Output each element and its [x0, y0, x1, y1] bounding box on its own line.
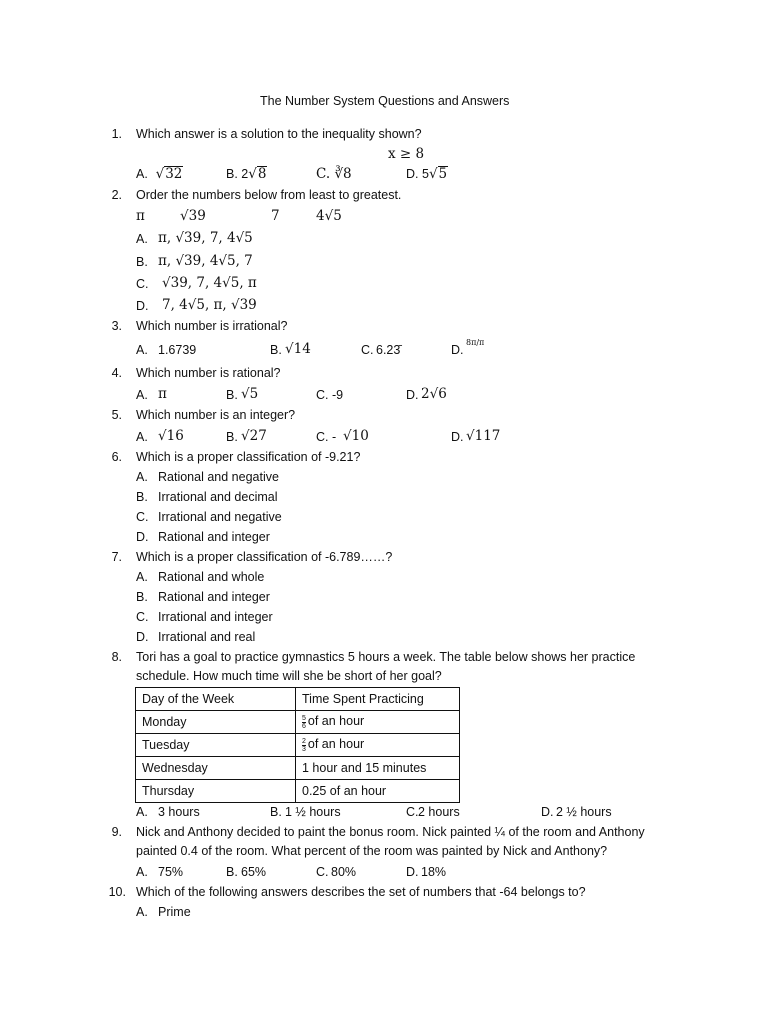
q5-option-c-letter: C. - — [316, 430, 337, 444]
q5-option-d-value: √117 — [466, 428, 501, 444]
question-8-text: Tori has a goal to practice gymnastics 5 hours a week. The table below shows her practice — [136, 650, 636, 664]
question-3-text: Which number is irrational? — [136, 319, 288, 333]
q3-option-c-letter: C. — [361, 343, 374, 357]
question-5-text: Which number is an integer? — [136, 408, 296, 422]
q8-option-b-value: 1 ½ hours — [285, 805, 341, 819]
question-8-number: 8. — [111, 650, 122, 664]
question-9-number: 9. — [111, 825, 122, 839]
q2-option-c-value: √39, 7, 4√5, π — [162, 275, 257, 291]
table-cell-time-text: of an hour — [307, 714, 365, 729]
q4-option-d-value: 2√6 — [421, 386, 447, 402]
table-cell-time — [296, 711, 460, 734]
table-cell-day: Wednesday — [136, 757, 296, 780]
question-9-text-line2: painted 0.4 of the room. What percent of the room was painted by Nick and Anthony? — [136, 844, 608, 858]
question-5-number: 5. — [111, 408, 122, 422]
q9-option-d-value: 18% — [421, 865, 447, 879]
q5-option-d-letter: D. — [451, 430, 464, 444]
q4-option-c-letter: C. — [316, 388, 329, 402]
question-1-text: Which answer is a solution to the inequality shown? — [136, 127, 422, 141]
q5-option-a-value: √16 — [158, 428, 184, 444]
q3-option-c-value: 6.23̄ — [376, 343, 401, 357]
q2-item-seven: 7 — [271, 208, 280, 224]
q9-option-b-letter: B. — [226, 865, 238, 879]
q6-option-c-letter: C. — [136, 510, 149, 524]
table-cell-day: Monday — [136, 711, 296, 734]
table-cell-time: 0.25 of an hour — [296, 780, 460, 803]
q1-option-a-value: 32 — [165, 166, 183, 182]
question-4-number: 4. — [111, 366, 122, 380]
q5-option-b-value: √27 — [241, 428, 267, 444]
q10-option-a-value: Prime — [158, 905, 191, 919]
q2-option-a-value: π, √39, 7, 4√5 — [158, 230, 253, 246]
q6-option-b-letter: B. — [136, 490, 148, 504]
q3-option-d-value: 8π/π — [466, 338, 485, 347]
question-1-inequality: x ≥ 8 — [388, 146, 425, 162]
q4-option-d-letter: D. — [406, 388, 419, 402]
q8-option-a-letter: A. — [136, 805, 148, 819]
q1-option-b-letter: B. 2 — [226, 167, 249, 181]
table-cell-time: 1 hour and 15 minutes — [296, 757, 460, 780]
q4-option-a-letter: A. — [136, 388, 148, 402]
question-2-text: Order the numbers below from least to greatest. — [136, 188, 402, 202]
question-7-text: Which is a proper classification of -6.789……? — [136, 550, 393, 564]
q6-option-b-value: Irrational and decimal — [158, 490, 278, 504]
question-1-number: 1. — [111, 127, 122, 141]
fraction-denominator: 6 — [302, 722, 306, 730]
q9-option-c-letter: C. — [316, 865, 329, 879]
q9-option-a-value: 75% — [158, 865, 184, 879]
q2-option-c-letter: C. — [136, 277, 149, 291]
q3-option-b-letter: B. — [270, 343, 282, 357]
table-cell-time — [296, 734, 460, 757]
fraction-denominator: 3 — [302, 745, 306, 753]
q9-option-b-value: 65% — [241, 865, 267, 879]
q2-item-4sqrt5: 4√5 — [316, 208, 342, 224]
question-3-number: 3. — [111, 319, 122, 333]
q6-option-d-value: Rational and integer — [158, 530, 270, 544]
table-header-row — [136, 688, 460, 711]
q5-option-b-letter: B. — [226, 430, 238, 444]
q7-option-a-letter: A. — [136, 570, 148, 584]
fraction-numerator: 2 — [302, 737, 306, 745]
q8-option-c-value: 2 hours — [418, 805, 460, 819]
q4-option-b-value: √5 — [241, 386, 259, 402]
q7-option-b-letter: B. — [136, 590, 148, 604]
q6-option-a-value: Rational and negative — [158, 470, 279, 484]
q3-option-b-value: √14 — [285, 341, 311, 357]
q1-option-a: A. √32 — [136, 166, 183, 182]
question-10-text: Which of the following answers describes the set of numbers that -64 belongs to? — [136, 885, 586, 899]
question-6-number: 6. — [111, 450, 122, 464]
q6-option-c-value: Irrational and negative — [158, 510, 282, 524]
q2-option-b-value: π, √39, 4√5, 7 — [158, 253, 253, 269]
q4-option-a-value: π — [158, 386, 167, 402]
q1-option-d-value: 5 — [438, 166, 448, 182]
q9-option-c-value: 80% — [331, 865, 357, 879]
table-cell-time-text: of an hour — [307, 737, 365, 752]
question-6-text: Which is a proper classification of -9.21? — [136, 450, 361, 464]
q1-option-a-letter: A. — [136, 167, 148, 181]
q4-option-c-value: -9 — [332, 388, 344, 402]
q2-option-d-letter: D. — [136, 299, 149, 313]
question-10-number: 10. — [108, 885, 126, 899]
fraction-numerator: 5 — [302, 714, 306, 722]
table-row — [136, 757, 460, 780]
q2-item-pi: π — [136, 208, 145, 224]
q5-option-c-value: √10 — [343, 428, 369, 444]
q3-option-d-letter: D. — [451, 343, 464, 357]
q9-option-d-letter: D. — [406, 865, 419, 879]
q1-option-d: D. 5√5 — [406, 166, 448, 182]
table-header: Time Spent Practicing — [296, 688, 460, 711]
q7-option-c-letter: C. — [136, 610, 149, 624]
practice-table — [135, 687, 460, 803]
q8-option-c-letter: C. — [406, 805, 419, 819]
table-row — [136, 734, 460, 757]
table-cell-day: Thursday — [136, 780, 296, 803]
question-2-number: 2. — [111, 188, 122, 202]
q3-option-a-letter: A. — [136, 343, 148, 357]
q1-option-c-letter: C. ∛8 — [316, 166, 352, 182]
q2-item-sqrt39: √39 — [180, 208, 206, 224]
q1-option-b-value: 8 — [257, 166, 267, 182]
table-row — [136, 780, 460, 803]
question-8-text-line2: schedule. How much time will she be short of her goal? — [136, 669, 442, 683]
fraction-five-sixths — [302, 715, 306, 730]
table-cell-day: Tuesday — [136, 734, 296, 757]
q2-option-d-value: 7, 4√5, π, √39 — [162, 297, 257, 313]
question-9-text: Nick and Anthony decided to paint the bonus room. Nick painted ¼ of the room and Anthony — [136, 825, 645, 839]
table-header: Day of the Week — [136, 688, 296, 711]
q8-option-b-letter: B. — [270, 805, 282, 819]
q8-option-d-letter: D. — [541, 805, 554, 819]
q3-option-a-value: 1.6739 — [158, 343, 197, 357]
table-row — [136, 711, 460, 734]
q6-option-a-letter: A. — [136, 470, 148, 484]
question-4-text: Which number is rational? — [136, 366, 281, 380]
q7-option-b-value: Rational and integer — [158, 590, 270, 604]
q1-option-c — [316, 166, 352, 182]
q2-option-b-letter: B. — [136, 255, 148, 269]
q1-option-b: B. 2√8 — [226, 166, 267, 182]
q1-option-d-letter: D. 5 — [406, 167, 429, 181]
q8-option-a-value: 3 hours — [158, 805, 200, 819]
q7-option-d-letter: D. — [136, 630, 149, 644]
q6-option-d-letter: D. — [136, 530, 149, 544]
q8-option-d-value: 2 ½ hours — [556, 805, 612, 819]
q4-option-b-letter: B. — [226, 388, 238, 402]
page-title: The Number System Questions and Answers — [260, 94, 510, 108]
q2-option-a-letter: A. — [136, 232, 148, 246]
q5-option-a-letter: A. — [136, 430, 148, 444]
q10-option-a-letter: A. — [136, 905, 148, 919]
fraction-two-thirds — [302, 738, 306, 753]
question-7-number: 7. — [111, 550, 122, 564]
q7-option-d-value: Irrational and real — [158, 630, 256, 644]
q7-option-c-value: Irrational and integer — [158, 610, 273, 624]
q7-option-a-value: Rational and whole — [158, 570, 265, 584]
q9-option-a-letter: A. — [136, 865, 148, 879]
